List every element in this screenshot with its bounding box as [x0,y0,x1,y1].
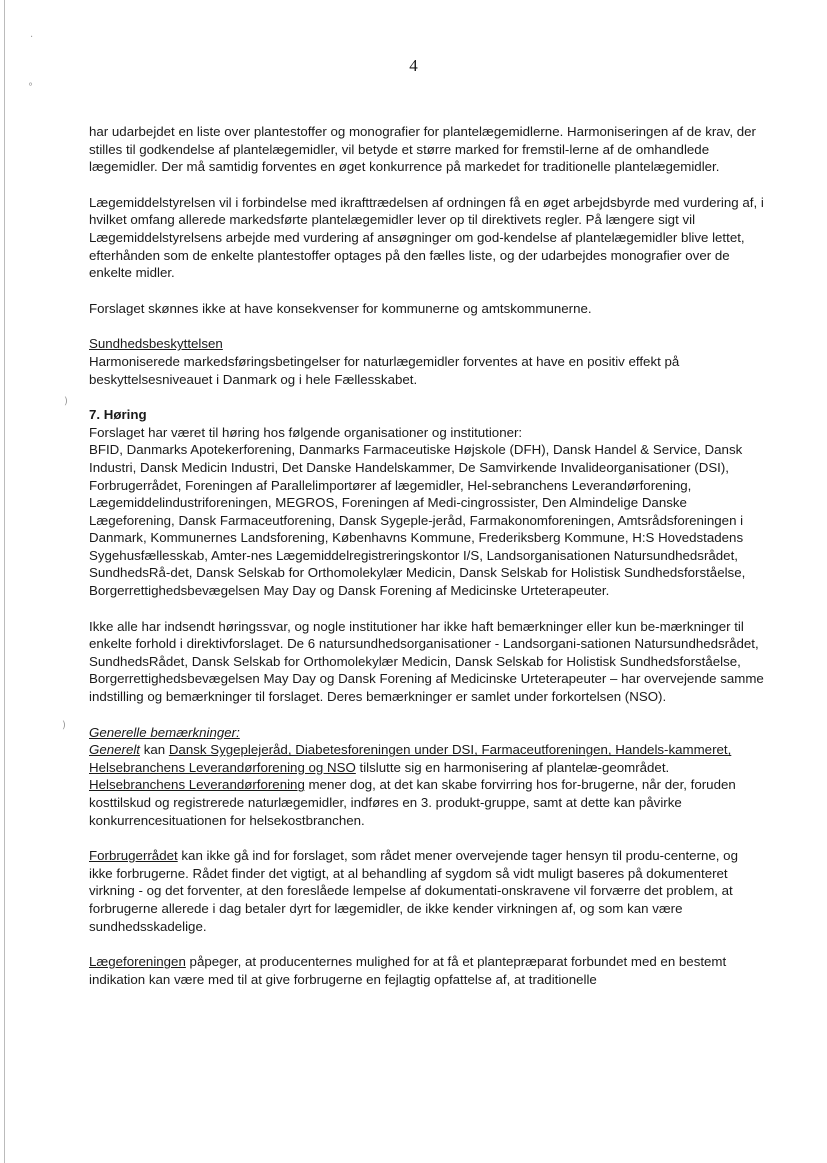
org-forbrugerraadet: Forbrugerrådet [89,848,178,864]
heading-sundhedsbeskyttelsen: Sundhedsbeskyttelsen [89,336,223,352]
paragraph-sundhedsbeskyttelsen: Harmoniserede markedsføringsbetingelser for naturlægemidler forventes at have en positiv effekt på beskyttelsesniveauet i Danmark og i hele Fællesskabet. [89,353,680,387]
paragraph-laegeforeningen [89,953,765,988]
org-helsebranchen: Helsebranchens Leverandørforening [89,777,305,793]
paragraph-kommuner: Forslaget skønnes ikke at have konsekvenser for kommunerne og amtskommunerne. [89,300,592,316]
paragraph-forbrugerraadet [89,847,765,935]
text-forbrugerraadet: kan ikke gå ind for forslaget, som rådet mener overvejende tager hensyn til produ-centerne, og ikke forbrugerne. Rådet finder det vigtigt, at al behandling af sygdom så vidt muligt baseres på dokumenteret virkning - og det forventer, at den foreslåede lempelse af dokumentati-onskravene vil forværre det problem, at forbrugerne allerede i dag betaler dyrt for lægemidler, de ikke kender virkningen af, og som kan være sundhedsskadelige. [89,848,738,934]
scan-mark: · [30,32,34,43]
scan-mark: ° [28,82,33,93]
paragraph-harmonisering: har udarbejdet en liste over plantestoffer og monografier for plantelægemidlerne. Harmoniseringen af de krav, der stilles til godkendelse af plantelægemidler, vil betyde et større marked for fremstil-lerne af de omhandlede lægemidler. Der må samtidig forventes en øget konkurrence på markedet for traditionelle plantelægemidler. [89,124,756,175]
org-list-underlined: Dansk Sygeplejeråd, Diabetesforeningen under DSI, Farmaceutforeningen, Handels-kammeret, Helsebranchens Leverandørforening og NSO [89,742,732,775]
paragraph-generelt [89,741,765,829]
paragraph-horing-intro: Forslaget har været til høring hos følgende organisationer og institutioner: [89,424,523,440]
heading-generelle-bemaerkninger: Generelle bemærkninger: [89,724,240,740]
scan-mark: ) [64,396,68,407]
document-body [89,123,765,988]
paragraph-horing-list: BFID, Danmarks Apotekerforening, Danmarks Farmaceutiske Højskole (DFH), Dansk Handel & Service, Dansk Industri, Dansk Medicin Industri, Det Danske Handelskammer, De Samvirkende Invalideorganisationer (DSI), Forbrugerrådet, Foreningen af Parallelimportører af lægemidler, Hel-sebranchens Leverandørforening, Lægemiddelindustriforeningen, MEGROS, Foreningen af Medi-cingrossister, Den Almindelige Danske Lægeforening, Dansk Farmaceutforening, Dansk Sygeple-jeråd, Farmakonomforeningen, Amtsrådsforeningen i Danmark, Kommunernes Landsforening, Københavns Kommune, Frederiksberg Kommune, H:S Hovedstadens Sygehusfællesskab, Amter-nes Lægemiddelregistreringskontor I/S, Landsorganisationen Natursundhedsrådet, SundhedsRå-det, Dansk Selskab for Orthomolekylær Medicin, Dansk Selskab for Holistisk Sundhedsforståelse, Borgerrettighedsbevægelsen May Day og Dansk Forening af Medicinske Urteterapeuter. [89,442,746,599]
page-number: 4 [409,56,418,75]
paragraph-horingssvar: Ikke alle har indsendt høringssvar, og nogle institutioner har ikke haft bemærkninger eller kun be-mærkninger til enkelte forhold i direktivforslaget. De 6 natursundhedsorganisationer - Landsorgani-sationen Natursundhedsrådet, SundhedsRådet, Dansk Selskab for Orthomolekylær Medicin, Dansk Selskab for Holistisk Sundhedsforståelse, Borgerrettighedsbevægelsen May Day og Dansk Forening af Medicinske Urteterapeuter – har overvejende samme indstilling og bemærkninger til forslaget. Deres bemærkninger er samlet under forkortelsen (NSO). [89,618,764,705]
paragraph-laegemiddelstyrelsen: Lægemiddelstyrelsen vil i forbindelse med ikrafttrædelsen af ordningen få en øget arbejdsbyrde med vurdering af, i hvilket omfang allerede markedsførte plantelægemidler lever op til direktivets regler. På længere sigt vil Lægemiddelstyrelsens arbejde med vurdering af ansøgninger om god-kendelse af plantelægemidler blive lettet, efterhånden som de enkelte plantestoffer optages på den fælles liste, og der udarbejdes monografier over de enkelte midler. [89,194,764,281]
text-laegeforeningen: påpeger, at producenternes mulighed for at få et plantepræparat forbundet med en bestemt indikation kan være med til at give forbrugerne en fejlagtig opfattelse af, at traditionelle [89,954,727,987]
scan-mark: ) [62,720,66,731]
text-rest1: tilslutte sig en harmonisering af plantelæ-geområdet. [355,759,670,775]
heading-horing: 7. Høring [89,407,147,423]
text-rest2: mener dog, at det kan skabe forvirring hos for-brugerne, når der, foruden kosttilskud og registrerede naturlægemidler, indføres en 3. produkt-gruppe, samt at dette kan påvirke konkurrencesituationen for helsekostbranchen. [89,777,736,828]
scan-edge-line [4,0,5,1163]
lead-generelt: Generelt [89,742,140,758]
text-kan: kan [140,742,169,758]
org-laegeforeningen: Lægeforeningen [89,954,186,970]
